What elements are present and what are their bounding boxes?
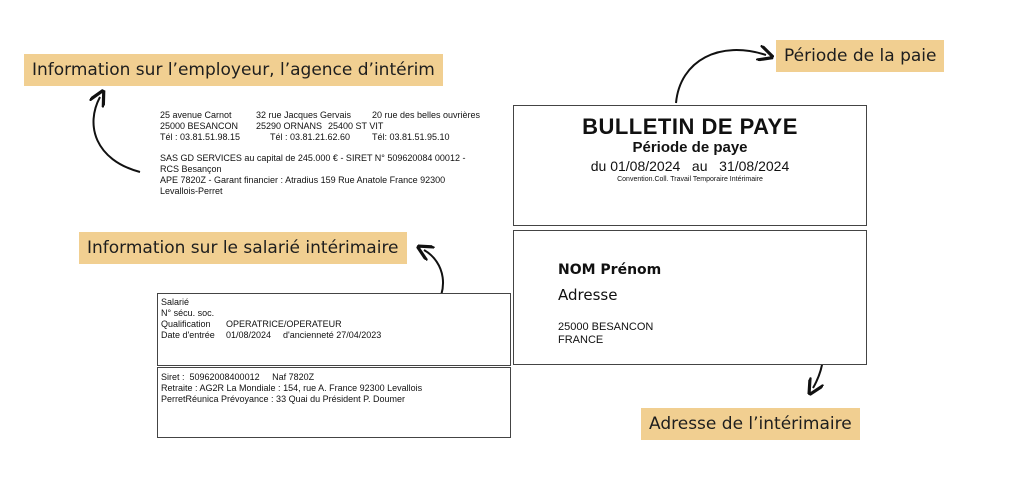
tag-period: Période de la paie [776, 40, 944, 72]
arrow-employer [93, 97, 140, 172]
employer-streets [160, 110, 480, 121]
agency-tel: Tél: 03.81.51.95.10 [372, 132, 450, 142]
arrow-period [676, 50, 766, 103]
agency-street: 32 rue Jacques Gervais [256, 110, 352, 120]
recipient-name: NOM Prénom [558, 262, 662, 278]
bulletin-box [513, 105, 867, 226]
employee-label-qualification: Qualification [161, 319, 211, 329]
agency-street: 25 avenue Carnot [160, 110, 232, 120]
retraite-line: Retraite : AG2R La Mondiale : 154, rue A. France 92300 Levallois [161, 383, 423, 393]
siret-line: Siret : 50962008400012 Naf 7820Z [161, 372, 315, 382]
employer-phones [160, 132, 480, 143]
recipient-city: 25000 BESANCON [558, 321, 654, 333]
agency-city: 25400 ST VIT [328, 121, 384, 131]
company-info-box [157, 367, 511, 438]
recipient-box [513, 230, 867, 365]
agency-street: 20 rue des belles ouvrières [372, 110, 481, 120]
bulletin-convention: Convention.Coll. Travail Temporaire Intérimaire [617, 176, 763, 183]
agency-tel: Tél : 03.81.21.62.60 [270, 132, 351, 142]
employee-label-entree: Date d'entrée [161, 330, 215, 340]
agency-city: 25290 ORNANS [256, 121, 323, 131]
company-line: Levallois-Perret [160, 186, 223, 196]
company-line: RCS Besançon [160, 164, 222, 174]
employee-entree: 01/08/2024 [226, 330, 272, 340]
employer-cities [160, 121, 480, 132]
agency-tel: Tél : 03.81.51.98.15 [160, 132, 241, 142]
employee-anciennete: d'ancienneté 27/04/2023 [283, 330, 382, 340]
tag-address: Adresse de l’intérimaire [641, 408, 860, 440]
agency-city: 25000 BESANCON [160, 121, 239, 131]
employee-box [157, 293, 511, 366]
recipient-country: FRANCE [558, 334, 604, 346]
recipient-address: Adresse [558, 286, 618, 304]
employee-label-salarie: Salarié [161, 297, 190, 307]
tag-employer: Information sur l’employeur, l’agence d’intérim [24, 54, 443, 86]
employee-qualification: OPERATRICE/OPERATEUR [226, 319, 342, 329]
bulletin-subtitle: Période de paye [632, 139, 748, 156]
employer-info [160, 110, 480, 197]
tag-employee: Information sur le salarié intérimaire [79, 232, 407, 264]
bulletin-title: BULLETIN DE PAYE [582, 114, 798, 139]
company-line: APE 7820Z - Garant financier : Atradius 159 Rue Anatole France 92300 [160, 175, 446, 185]
bulletin-period: du 01/08/2024 au 31/08/2024 [590, 158, 790, 174]
employee-label-secu: N° sécu. soc. [161, 308, 215, 318]
prevoyance-line: PerretRéunica Prévoyance : 33 Quai du Président P. Doumer [161, 394, 405, 404]
company-line: SAS GD SERVICES au capital de 245.000 € - SIRET N° 509620084 00012 - [160, 153, 466, 163]
